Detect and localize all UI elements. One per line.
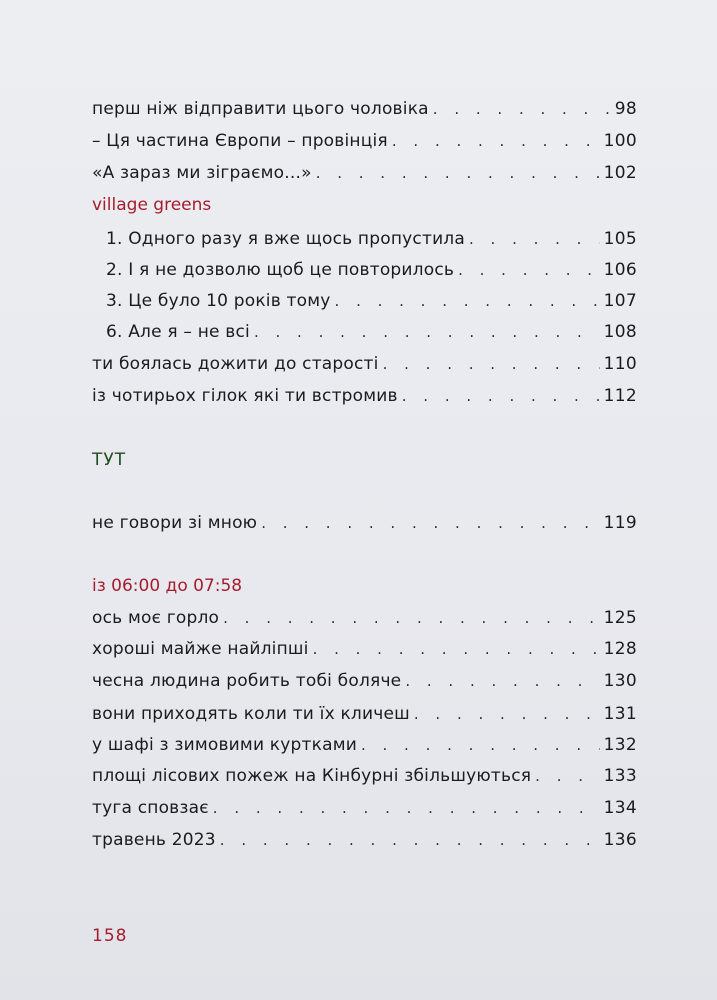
toc-entry-page: 130 xyxy=(603,671,637,691)
toc-entry-title: туга сповзає xyxy=(92,798,209,818)
dot-leader xyxy=(261,509,599,537)
toc-entry-title: 6. Але я – не всі xyxy=(106,322,250,342)
toc-entry-page: 134 xyxy=(603,798,637,818)
toc-entry[interactable] xyxy=(106,318,637,346)
toc-entry-title: площі лісових пожеж на Кінбурні збільшуються xyxy=(92,766,532,786)
dot-leader xyxy=(402,382,600,410)
dot-leader xyxy=(254,318,600,346)
toc-entry-page: 119 xyxy=(603,513,637,533)
toc-entry[interactable] xyxy=(106,287,637,315)
dot-leader xyxy=(405,667,599,695)
toc-entry-page: 108 xyxy=(603,322,637,342)
dot-leader xyxy=(414,700,600,728)
dot-leader xyxy=(469,225,600,253)
toc-entry-page: 100 xyxy=(603,131,637,151)
section-heading-village-greens: village greens xyxy=(92,195,212,215)
dot-leader xyxy=(535,762,599,790)
toc-entry[interactable] xyxy=(92,159,637,187)
toc-entry[interactable] xyxy=(92,509,637,537)
toc-entry[interactable] xyxy=(106,225,637,253)
toc-entry[interactable] xyxy=(92,826,637,854)
dot-leader xyxy=(392,127,600,155)
toc-entry-page: 107 xyxy=(603,291,637,311)
dot-leader xyxy=(220,826,600,854)
dot-leader xyxy=(335,287,600,315)
toc-entry-title: 3. Це було 10 років тому xyxy=(106,291,331,311)
page-number: 158 xyxy=(92,926,128,946)
toc-entry-page: 133 xyxy=(603,766,637,786)
toc-entry-page: 136 xyxy=(603,830,637,850)
toc-entry-title: у шафі з зимовими куртками xyxy=(92,735,357,755)
dot-leader xyxy=(213,794,600,822)
toc-entry[interactable] xyxy=(92,350,637,378)
toc-entry-title: хороші майже найліпші xyxy=(92,639,309,659)
dot-leader xyxy=(383,350,600,378)
dot-leader xyxy=(361,731,600,759)
toc-entry-title: – Ця частина Європи – провінція xyxy=(92,131,388,151)
toc-entry-page: 105 xyxy=(603,229,637,249)
toc-entry-title: травень 2023 xyxy=(92,830,216,850)
toc-entry[interactable] xyxy=(92,127,637,155)
toc-entry[interactable] xyxy=(92,731,637,759)
toc-entry-page: 106 xyxy=(603,260,637,280)
toc-entry[interactable] xyxy=(92,382,637,410)
toc-entry-title: 2. І я не дозволю щоб це повторилось xyxy=(106,260,455,280)
toc-entry-title: чесна людина робить тобі боляче xyxy=(92,671,402,691)
toc-entry-title: ось моє горло xyxy=(92,608,220,628)
dot-leader xyxy=(433,95,611,123)
toc-entry[interactable] xyxy=(92,95,637,123)
toc-entry-page: 132 xyxy=(603,735,637,755)
toc-entry-page: 110 xyxy=(603,354,637,374)
toc-entry-title: «А зараз ми зіграємо...» xyxy=(92,163,312,183)
toc-entry[interactable] xyxy=(92,604,637,632)
toc-entry-page: 131 xyxy=(603,704,637,724)
section-heading-tut: ТУТ xyxy=(92,450,127,470)
toc-entry-title: вони приходять коли ти їх кличеш xyxy=(92,704,410,724)
toc-entry-title: із чотирьох гілок які ти встромив xyxy=(92,386,398,406)
toc-entry[interactable] xyxy=(92,667,637,695)
dot-leader xyxy=(313,635,600,663)
toc-entry-page: 102 xyxy=(603,163,637,183)
toc-entry[interactable] xyxy=(92,762,637,790)
toc-entry[interactable] xyxy=(92,794,637,822)
toc-entry-title: не говори зі мною xyxy=(92,513,258,533)
toc-entry-title: перш ніж відправити цього чоловіка xyxy=(92,99,429,119)
toc-entry-page: 125 xyxy=(603,608,637,628)
toc-entry-title: 1. Одного разу я вже щось пропустила xyxy=(106,229,465,249)
toc-entry[interactable] xyxy=(92,700,637,728)
toc-entry-page: 98 xyxy=(614,99,637,119)
section-heading-time: із 06:00 до 07:58 xyxy=(92,576,243,596)
toc-entry[interactable] xyxy=(106,256,637,284)
toc-entry[interactable] xyxy=(92,635,637,663)
dot-leader xyxy=(458,256,600,284)
dot-leader xyxy=(316,159,600,187)
toc-entry-title: ти боялась дожити до старості xyxy=(92,354,379,374)
dot-leader xyxy=(223,604,600,632)
toc-entry-page: 128 xyxy=(603,639,637,659)
toc-entry-page: 112 xyxy=(603,386,637,406)
